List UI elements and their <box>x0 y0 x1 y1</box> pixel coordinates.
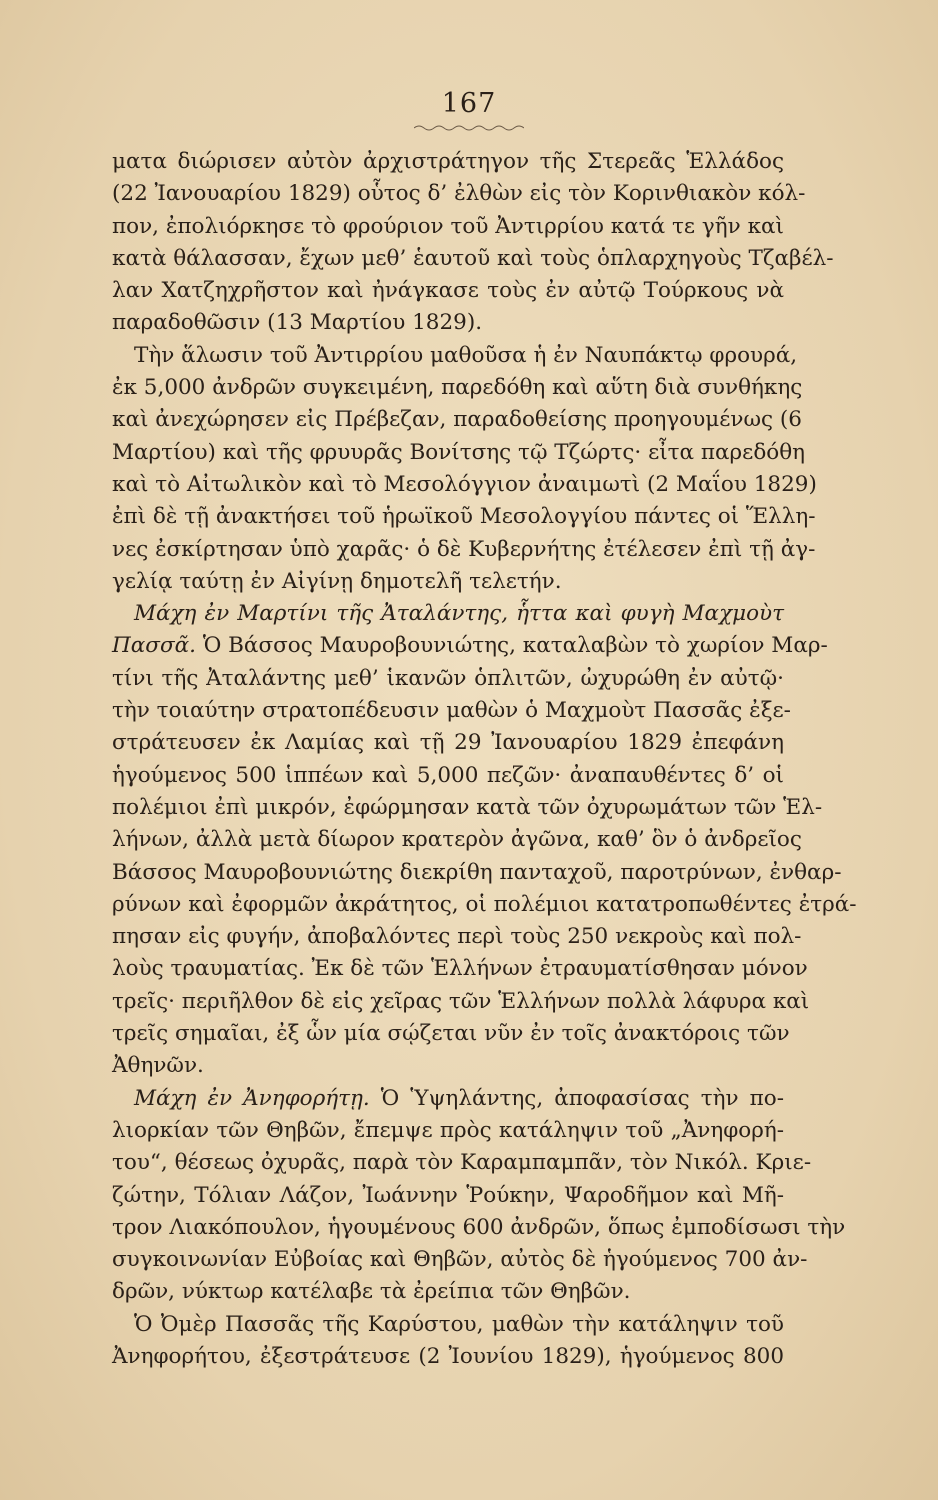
text-line: Ὁ Ὀμὲρ Πασσᾶς τῆς Καρύστου, μαθὼν τὴν κατάληψιν τοῦ <box>134 1311 784 1337</box>
text-line: τρεῖς σημαῖαι, ἐξ ὧν μία σῴζεται νῦν ἐν τοῖς ἀνακτόροις τῶν <box>112 1021 790 1047</box>
text-line: τρον Λιακόπουλον, ἡγουμένους 600 ἀνδρῶν, ὅπως ἐμποδίσωσι τὴν <box>112 1214 846 1240</box>
text-line: πολέμιοι ἐπὶ μικρόν, ἐφώρμησαν κατὰ τῶν ὀχυρωμάτων τῶν Ἑλ- <box>112 794 823 820</box>
text-line: δρῶν, νύκτωρ κατέλαβε τὰ ἐρείπια τῶν Θηβῶν. <box>112 1279 631 1305</box>
text-line: συγκοινωνίαν Εὐβοίας καὶ Θηβῶν, αὐτὸς δὲ ἡγούμενος 700 ἀν- <box>112 1247 808 1273</box>
text-line: (22 Ἰανουαρίου 1829) οὗτος δ’ ἐλθὼν εἰς τὸν Κορινθιακὸν κόλ- <box>112 181 806 207</box>
text-line: πον, ἐπολιόρκησε τὸ φρούριον τοῦ Ἀντιρρίου κατά τε γῆν καὶ <box>112 213 784 239</box>
text-line: ματα διώρισεν αὐτὸν ἀρχιστράτηγον τῆς Στερεᾶς Ἑλλάδος <box>112 149 784 174</box>
text-line: γελίᾳ ταύτῃ ἐν Αἰγίνῃ δημοτελῆ τελετήν. <box>112 568 562 594</box>
text-line: παραδοθῶσιν (13 Μαρτίου 1829). <box>112 310 483 336</box>
text-line: τρεῖς· περιῆλθον δὲ εἰς χεῖρας τῶν Ἑλλήνων πολλὰ λάφυρα καὶ <box>112 988 810 1014</box>
text-line: Ἀθηνῶν. <box>112 1053 204 1079</box>
text-line: τὴν τοιαύτην στρατοπέδευσιν μαθὼν ὁ Μαχμοὺτ Πασσᾶς ἐξε- <box>112 698 791 724</box>
text-line: λοὺς τραυματίας. Ἐκ δὲ τῶν Ἑλλήνων ἐτραυματίσθησαν μόνον <box>112 956 808 982</box>
text-line: κατὰ θάλασσαν, ἔχων μεθ’ ἑαυτοῦ καὶ τοὺς ὁπλαρχηγοὺς Τζαβέλ- <box>112 245 834 271</box>
text-line: Πασσᾶ. Ὁ Βάσσος Μαυροβουνιώτης, καταλαβὼν τὸ χωρίον Μαρ- <box>112 633 828 659</box>
wavy-ornament-icon <box>414 124 524 132</box>
text-line: λήνων, ἀλλὰ μετὰ δίωρον κρατερὸν ἀγῶνα, καθ’ ὃν ὁ ἀνδρεῖος <box>112 827 802 853</box>
text-line: λαν Χατζηχρῆστον καὶ ἠνάγκασε τοὺς ἐν αὐτῷ Τούρκους νὰ <box>112 278 784 304</box>
text-line: τίνι τῆς Ἀταλάντης μεθ’ ἱκανῶν ὁπλιτῶν, ὠχυρώθη ἐν αὐτῷ· <box>112 665 784 691</box>
body-text <box>112 146 857 1373</box>
text-line: νες ἐσκίρτησαν ὑπὸ χαρᾶς· ὁ δὲ Κυβερνήτης ἐτέλεσεν ἐπὶ τῇ ἀγ- <box>112 536 816 562</box>
text-line: ἐπὶ δὲ τῇ ἀνακτήσει τοῦ ἡρωϊκοῦ Μεσολογγίου πάντες οἱ Ἕλλη- <box>112 504 816 530</box>
text-line: ἡγούμενος 500 ἱππέων καὶ 5,000 πεζῶν· ἀναπαυθέντες δ’ οἱ <box>112 762 784 788</box>
text-line: λιορκίαν τῶν Θηβῶν, ἔπεμψε πρὸς κατάληψιν τοῦ „Ἀνηφορή- <box>112 1117 784 1143</box>
text-line: Τὴν ἅλωσιν τοῦ Ἀντιρρίου μαθοῦσα ἡ ἐν Ναυπάκτῳ φρουρά, <box>134 342 798 368</box>
text-line: ζώτην, Τόλιαν Λάζον, Ἰωάννην Ῥούκην, Ψαροδῆμον καὶ Μῆ- <box>112 1182 784 1208</box>
text-line: Μάχη ἐν Μαρτίνι τῆς Ἀταλάντης, ἧττα καὶ φυγὴ Μαχμοὺτ <box>134 601 784 627</box>
text-line: καὶ ἀνεχώρησεν εἰς Πρέβεζαν, παραδοθείσης προηγουμένως (6 <box>112 407 802 433</box>
text-line: Μαρτίου) καὶ τῆς φρυυρᾶς Βονίτσης τῷ Τζώρτς· εἶτα παρεδόθη <box>112 439 806 465</box>
text-line: ἐκ 5,000 ἀνδρῶν συγκειμένη, παρεδόθη καὶ αὕτη διὰ συνθήκης <box>112 375 803 401</box>
text-line: Μάχη ἐν Ἀνηφορήτῃ. Ὁ Ὑψηλάντης, ἀποφασίσας τὴν πο- <box>134 1085 784 1111</box>
text-line: Ἀνηφορήτου, ἐξεστράτευσε (2 Ἰουνίου 1829), ἡγούμενος 800 <box>112 1343 784 1369</box>
page-number: 167 <box>441 88 497 119</box>
text-line: του“, θέσεως ὀχυρᾶς, παρὰ τὸν Καραμπαμπᾶν, τὸν Νικόλ. Κριε- <box>112 1150 812 1176</box>
text-line: στράτευσεν ἐκ Λαμίας καὶ τῇ 29 Ἰανουαρίου 1829 ἐπεφάνη <box>112 730 784 756</box>
text-line: Βάσσος Μαυροβουνιώτης διεκρίθη πανταχοῦ, παροτρύνων, ἐνθαρ- <box>112 859 842 885</box>
text-line: πησαν εἰς φυγήν, ἀποβαλόντες περὶ τοὺς 250 νεκροὺς καὶ πολ- <box>112 924 802 950</box>
text-line: καὶ τὸ Αἰτωλικὸν καὶ τὸ Μεσολόγγιον ἀναιμωτὶ (2 Μαΐου 1829) <box>112 471 817 497</box>
text-line: ρύνων καὶ ἐφορμῶν ἀκράτητος, οἱ πολέμιοι κατατροπωθέντες ἐτρά- <box>112 891 857 917</box>
